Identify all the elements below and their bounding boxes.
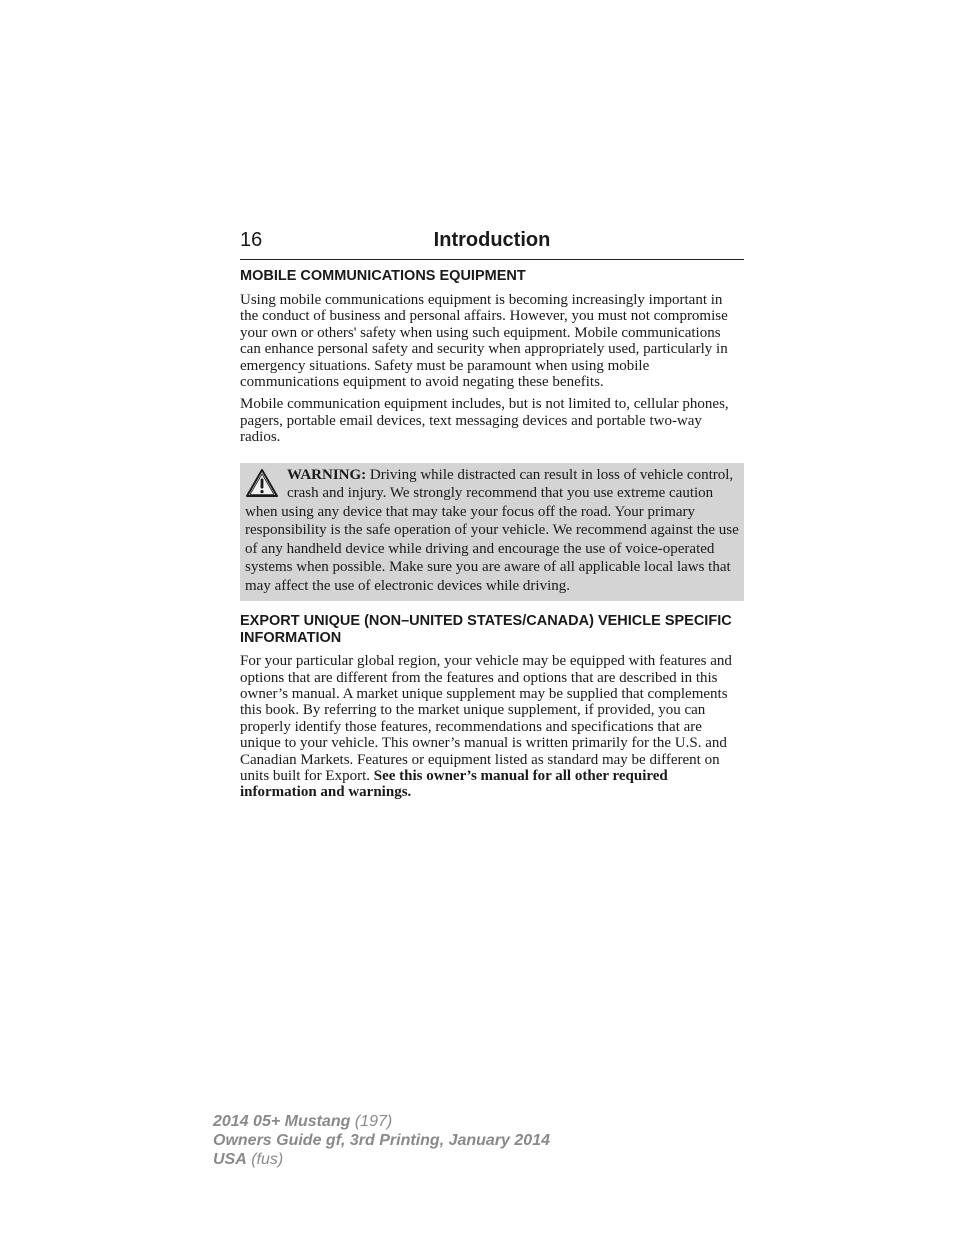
footer-line-2 [213,1131,550,1150]
mobile-paragraph-1: Using mobile communications equipment is becoming increasingly important in the conduct of business and personal affairs. However, you must not compromise your own or others' safety when using such equipment. Mobile communications can enhance personal safety and security when appropriately used, particularly in emergency situations. Safety must be paramount when using mobile communications equipment to avoid negating these benefits. [240,292,728,391]
page-number: 16 [240,229,263,251]
page-header [240,228,744,260]
chapter-title: Introduction [433,229,551,251]
section-heading-mobile-communications: MOBILE COMMUNICATIONS EQUIPMENT [240,268,526,284]
mobile-paragraph-2: Mobile communication equipment includes, but is not limited to, cellular phones, pagers, portable email devices, text messaging devices and portable two-way radios. [240,396,729,446]
export-paragraph [240,653,744,801]
section-heading-export-unique: EXPORT UNIQUE (NON–UNITED STATES/CANADA) VEHICLE SPECIFIC INFORMATION [240,613,732,647]
footer-model-code: (197) [350,1113,393,1130]
page-content [240,267,744,801]
footer-line-3 [213,1150,550,1169]
warning-box [240,463,744,602]
footer-market: USA [213,1151,247,1168]
footer-guide-edition: Owners Guide gf, 3rd Printing, January 2014 [213,1132,550,1149]
export-paragraph-bold: See this owner’s manual for all other required information and warnings. [240,768,668,801]
footer-model: 2014 05+ Mustang [213,1113,351,1130]
export-paragraph-text: For your particular global region, your vehicle may be equipped with features and options that are different from the features and options that are described in this owner’s manual. A market unique supplement may be supplied that complements this book. By referring to the market unique supplement, if provided, you can properly identify those features, recommendations and specifications that are unique to your vehicle. This owner’s manual is written primarily for the U.S. and Canadian Markets. Features or equipment listed as standard may be different on units built for Export. [240,653,732,784]
footer-market-code: (fus) [246,1151,284,1168]
footer [213,1112,550,1169]
footer-line-1 [213,1112,550,1131]
warning-text: Driving while distracted can result in loss of vehicle control, crash and injury. We strongly recommend that you use extreme caution when using any device that may take your focus off the road. Your primary responsibility is the safe operation of your vehicle. We recommend against the use of any handheld device while driving and encourage the use of voice-operated systems when possible. Make sure you are aware of all applicable local laws that may affect the use of electronic devices while driving. [245,466,739,594]
warning-triangle-icon [245,468,279,498]
warning-label: WARNING: [287,466,367,483]
